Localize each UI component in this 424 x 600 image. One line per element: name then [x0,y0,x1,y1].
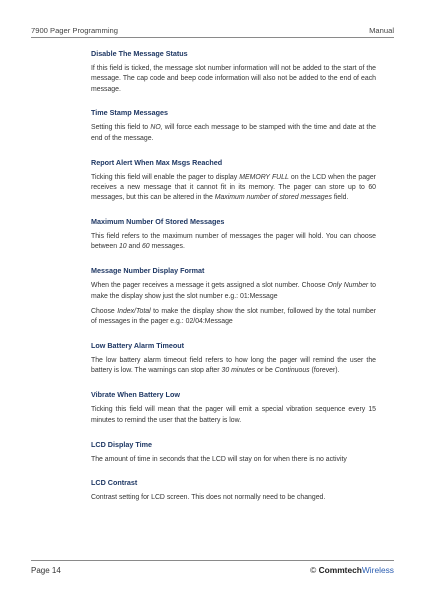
body-text: and [126,243,142,251]
section-heading: Low Battery Alarm Timeout [91,341,185,351]
body-text: to make the display show the slot number, followed by the total number of messages in the pager e.g.: 02/04:Message [91,307,376,326]
page-header [31,26,394,35]
body-text: (forever). [309,367,340,375]
section-heading: LCD Display Time [91,439,152,449]
body-text: Ticking this field will enable the pager to display [91,173,240,181]
section-paragraph [91,281,376,302]
emphasized-text: Continuous [274,367,310,375]
section-paragraph [91,307,376,328]
copyright-symbol: © [310,565,319,575]
body-text: to make the display show just the slot number e.g.: 01:Message [91,282,377,300]
footer-divider [31,560,394,561]
body-text: Ticking this field will mean that the pager will emit a special vibration sequence every 15 minutes to remind the user that the battery is low. [91,406,376,424]
header-doc-type: Manual [369,26,394,35]
section-heading: Message Number Display Format [91,266,205,276]
section-heading: Time Stamp Messages [91,108,168,118]
section-paragraph [91,455,376,465]
emphasized-text: 10 [118,243,127,251]
section-paragraph [91,232,376,253]
brand-name-light: Wireless [361,565,394,575]
emphasized-text: 30 minutes [221,367,256,375]
section-heading: Vibrate When Battery Low [91,390,180,400]
body-text: on the LCD when the pager receives a new message that it cannot fit in its memory. The pager can store up to 60 messages, but this can be altered in the [91,173,376,202]
setting-section [91,440,376,465]
section-paragraph [91,405,376,426]
section-paragraph [91,493,376,503]
body-text: or be [255,367,275,375]
body-text: The amount of time in seconds that the LCD will stay on for when there is no activity [91,455,347,463]
setting-section [91,49,376,95]
body-text: Choose [91,307,118,315]
emphasized-text: Only Number [327,282,369,290]
body-text: This field refers to the maximum number of messages the pager will hold. You can choose between [91,233,376,251]
section-heading: LCD Contrast [91,478,138,488]
emphasized-text: MEMORY FULL [239,173,289,181]
setting-section [91,478,376,503]
emphasized-text: Index/Total [117,307,151,315]
body-text: Setting this field to [91,124,151,132]
body-text: When the pager receives a message it gets assigned a slot number. Choose [91,282,328,290]
setting-section [91,266,376,327]
setting-section [91,158,376,204]
emphasized-text: NO, [150,124,163,132]
body-text: will force each message to be stamped with the time and date at the end of the message. [91,124,377,142]
setting-section [91,217,376,253]
brand-logo [310,565,394,575]
setting-section [91,341,376,377]
body-text: messages. [149,243,185,251]
body-text: field. [331,194,349,202]
section-heading: Maximum Number Of Stored Messages [91,217,225,227]
page-content [91,49,376,517]
page-number: Page 14 [31,566,61,575]
emphasized-text: 60 [141,243,150,251]
page-footer [31,565,394,576]
section-paragraph [91,123,376,144]
body-text: Contrast setting for LCD screen. This does not normally need to be changed. [91,494,326,502]
section-paragraph [91,64,376,95]
body-text: The low battery alarm timeout field refers to how long the pager will remind the user the battery is low. The warnings can stop after [91,357,376,375]
section-paragraph [91,173,376,204]
header-title: 7900 Pager Programming [31,26,118,35]
emphasized-text: Maximum number of stored messages [214,194,332,202]
header-divider [31,37,394,38]
brand-name-bold: Commtech [318,565,362,575]
section-heading: Report Alert When Max Msgs Reached [91,157,223,167]
setting-section [91,108,376,144]
setting-section [91,390,376,426]
section-heading: Disable The Message Status [91,49,188,58]
body-text: If this field is ticked, the message slot number information will not be added to the start of the message. The cap code and beep code information will also not be added to the end of each message. [91,65,376,93]
section-paragraph [91,356,376,377]
